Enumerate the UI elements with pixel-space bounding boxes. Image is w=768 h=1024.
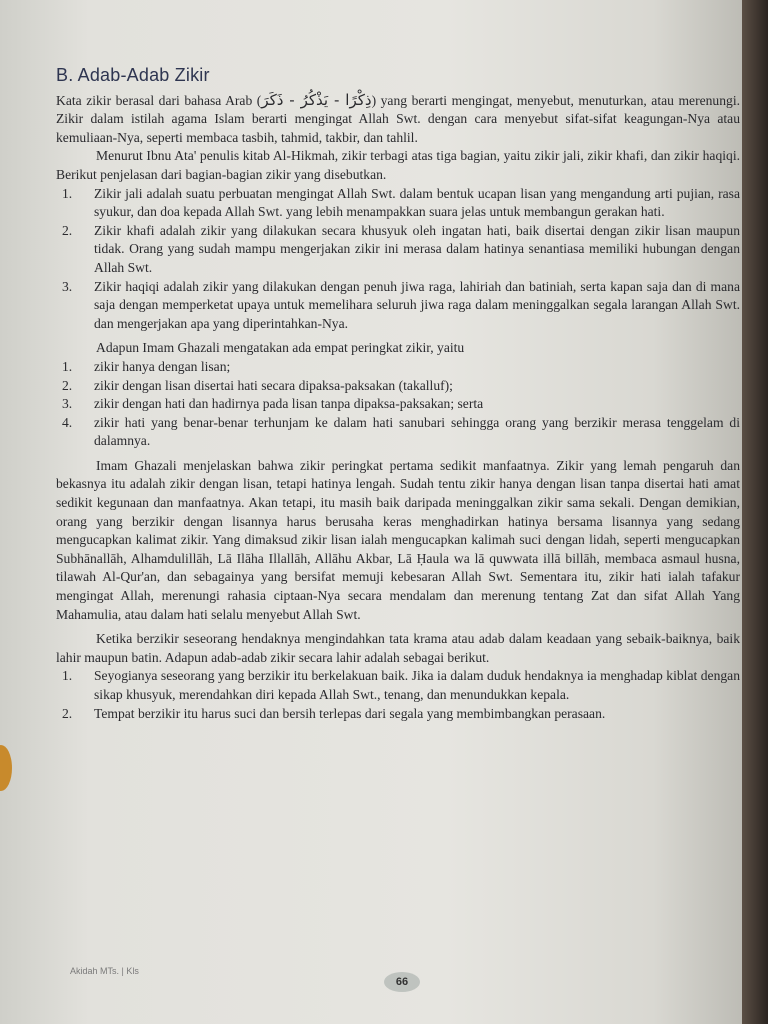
list-item: 2. zikir dengan lisan disertai hati secara dipaksa-paksakan (takalluf); [62, 377, 453, 393]
list-item: 3. Zikir haqiqi adalah zikir yang dilakukan dengan penuh jiwa raga, lahiriah dan batiniah, serta kapan saja dan di mana saja dengan memperketat upaya untuk memelihara seluruh jiwa raga dalam meninggalkan segala larangan Allah Swt. dan mengerjakan apa yang diperintahkan-Nya. [62, 278, 740, 331]
list-item: 1. Zikir jali adalah suatu perbuatan mengingat Allah Swt. dalam bentuk ucapan lisan yang mengandung arti pujian, rasa syukur, dan doa kepada Allah Swt. yang lebih menampakkan suara jelas untuk membangun gerakan hati. [62, 185, 740, 220]
list-item: 3. zikir dengan hati dan hadirnya pada lisan tanpa dipaksa-paksakan; serta [62, 396, 484, 412]
book-label: Akidah MTs. | Kls [70, 966, 139, 976]
list-item: 1. Seyogianya seseorang yang berzikir itu berkelakuan baik. Jika ia dalam duduk hendaknya ia menghadap kiblat dengan sikap khusyuk, merendahkan diri kepada Allah Swt., tenang, dan menundukkan kepala. [62, 668, 740, 702]
list-item: 2. Tempat berzikir itu harus suci dan bersih terlepas dari segala yang membimbangkan perasaan. [62, 705, 606, 721]
book-spine [742, 0, 768, 1024]
ghazali-explain-paragraph: Imam Ghazali menjelaskan bahwa zikir peringkat pertama sedikit manfaatnya. Zikir yang lemah pengaruh dan bekasnya itu adalah zikir dengan lisan, tetapi hatinya lengah. Sudah tentu zikir hanya dengan lisan tanpa disertai hati amat sedikit kegunaan dan manfaatnya. Akan tetapi, itu masih baik daripada meninggalkan zikir sama sekali. Dengan demikian, orang yang berzikir dengan lisannya harus berusaha keras menghadirkan hatinya bersama lisannya yang sedang mengucapkan kalimat zikir. Yang dimaksud zikir lisan ialah mengucapkan kalimah suci dengan lidah, seperti mengucapkan Subhānallāh, Alhamdulillāh, Lā Ilāha Illallāh, Allāhu Akbar, Lā Ḥaula wa lā quwwata illā billāh, membaca asmaul husna, tilawah Al-Qur'an, dan sebagainya yang bersifat memuji kebesaran Allah Swt. Sementara itu, zikir hati ialah tafakur mengingat Allah, merenungi rahasia ciptaan-Nya secara mendalam dan merenung tentang Zat dan sifat Allah Yang Mahamulia, atau dalam hati selalu menyebut Allah Swt. [56, 457, 740, 622]
zikir-types-list [56, 185, 740, 334]
ibnu-ata-paragraph: Menurut Ibnu Ata' penulis kitab Al-Hikmah, zikir terbagi atas tiga bagian, yaitu zikir jali, zikir khafi, dan zikir haqiqi. Berikut penjelasan dari bagian-bagian zikir yang disebutkan. [56, 148, 740, 182]
page-number: 66 [384, 972, 420, 992]
adab-list [56, 667, 740, 723]
list-item: 2. Zikir khafi adalah zikir yang dilakukan secara khusyuk oleh ingatan hati, baik disertai dengan zikir lisan maupun tidak. Orang yang sudah mampu mengerjakan zikir ini merasa dalam hatinya senantiasa memiliki hubungan dengan Allah Swt. [62, 222, 740, 275]
page-content [56, 66, 740, 723]
list-item: 4. zikir hati yang benar-benar terhunjam ke dalam hati sanubari sehingga orang yang berzikir merasa tenggelam di dalamnya. [62, 414, 740, 449]
ghazali-levels-list [56, 358, 740, 451]
list-item: 1. zikir hanya dengan lisan; [62, 358, 231, 374]
intro-paragraph: Kata zikir berasal dari bahasa Arab (ذِكْرًا - يَذْكُرُ - ذَكَرَ) yang berarti mengingat, menyebut, menuturkan, atau merenungi. Zikir dalam istilah agama Islam berarti mengingat Allah Swt. dengan cara menyebut sifat-sifat keagungan-Nya atau kemuliaan-Nya, seperti membaca tasbih, tahmid, takbir, dan tahlil. [56, 90, 740, 145]
ghazali-intro-paragraph: Adapun Imam Ghazali mengatakan ada empat peringkat zikir, yaitu [96, 340, 465, 356]
section-heading: B. Adab-Adab Zikir [56, 65, 210, 85]
adab-intro-paragraph: Ketika berzikir seseorang hendaknya mengindahkan tata krama atau adab dalam keadaan yang sebaik-baiknya, baik lahir maupun batin. Adapun adab-adab zikir secara lahir adalah sebagai berikut. [56, 631, 740, 665]
binder-ring [0, 745, 12, 791]
arabic-word: ذِكْرًا - يَذْكُرُ - ذَكَرَ [261, 90, 372, 109]
